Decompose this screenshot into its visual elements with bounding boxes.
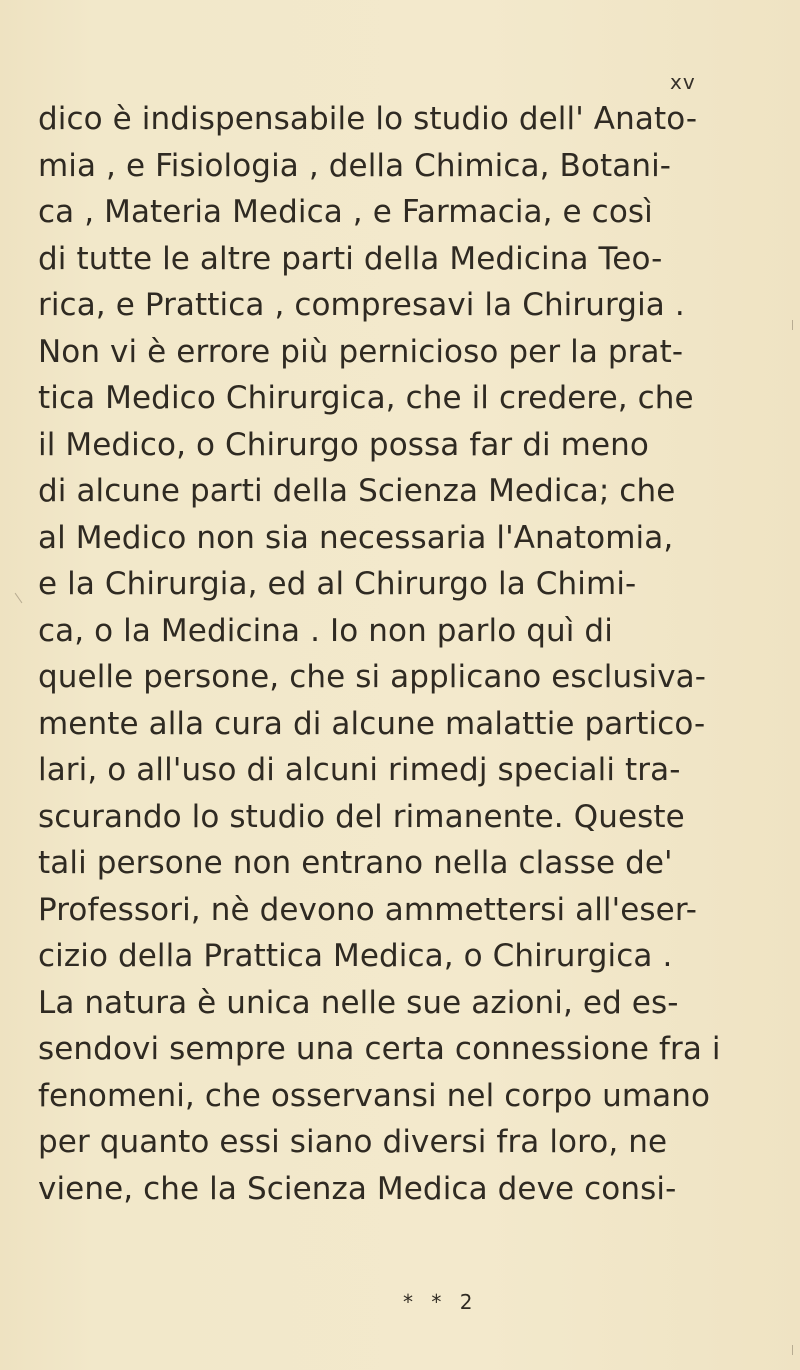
text-line: mente alla cura di alcune malattie partico-	[38, 705, 706, 742]
text-line: scurando lo studio del rimanente. Queste	[38, 798, 685, 835]
text-line: quelle persone, che si applicano esclusiva-	[38, 659, 707, 695]
text-line: ca, o la Medicina . Io non parlo quì di	[38, 612, 613, 649]
text-line: di tutte le altre parti della Medicina Teo-	[38, 240, 663, 277]
text-line: Professori, nè devono ammettersi all'eser-	[38, 891, 697, 928]
text-line: rica, e Prattica , compresavi la Chirurgia .	[38, 287, 685, 323]
text-line: La natura è unica nelle sue azioni, ed es-	[38, 984, 679, 1021]
text-line: ca , Materia Medica , e Farmacia, e così	[38, 194, 653, 230]
margin-tick	[792, 1345, 793, 1355]
body-text	[38, 96, 778, 1212]
text-line: e la Chirurgia, ed al Chirurgo la Chimi-	[38, 566, 637, 602]
margin-tick	[15, 593, 23, 603]
text-line: tica Medico Chirurgica, che il credere, che	[38, 380, 694, 416]
text-line: il Medico, o Chirurgo possa far di meno	[38, 426, 649, 463]
text-line: fenomeni, che osservansi nel corpo umano	[38, 1077, 711, 1114]
signature-mark: * * 2	[403, 1290, 479, 1314]
text-line: Non vi è errore più pernicioso per la prat-	[38, 333, 684, 370]
text-line: cizio della Prattica Medica, o Chirurgica .	[38, 938, 673, 974]
text-line: dico è indispensabile lo studio dell' Anato-	[38, 101, 698, 137]
text-line: per quanto essi siano diversi fra loro, ne	[38, 1124, 668, 1160]
text-line: mia , e Fisiologia , della Chimica, Botani-	[38, 147, 672, 184]
text-line: tali persone non entrano nella classe de'	[38, 845, 673, 881]
text-line: al Medico non sia necessaria l'Anatomia,	[38, 519, 674, 556]
page-number: xv	[670, 70, 696, 94]
text-line: viene, che la Scienza Medica deve consi-	[38, 1170, 677, 1207]
text-line: sendovi sempre una certa connessione fra i	[38, 1031, 721, 1067]
text-line: di alcune parti della Scienza Medica; che	[38, 473, 676, 509]
margin-tick	[792, 320, 793, 330]
text-line: lari, o all'uso di alcuni rimedj speciali tra-	[38, 752, 681, 788]
